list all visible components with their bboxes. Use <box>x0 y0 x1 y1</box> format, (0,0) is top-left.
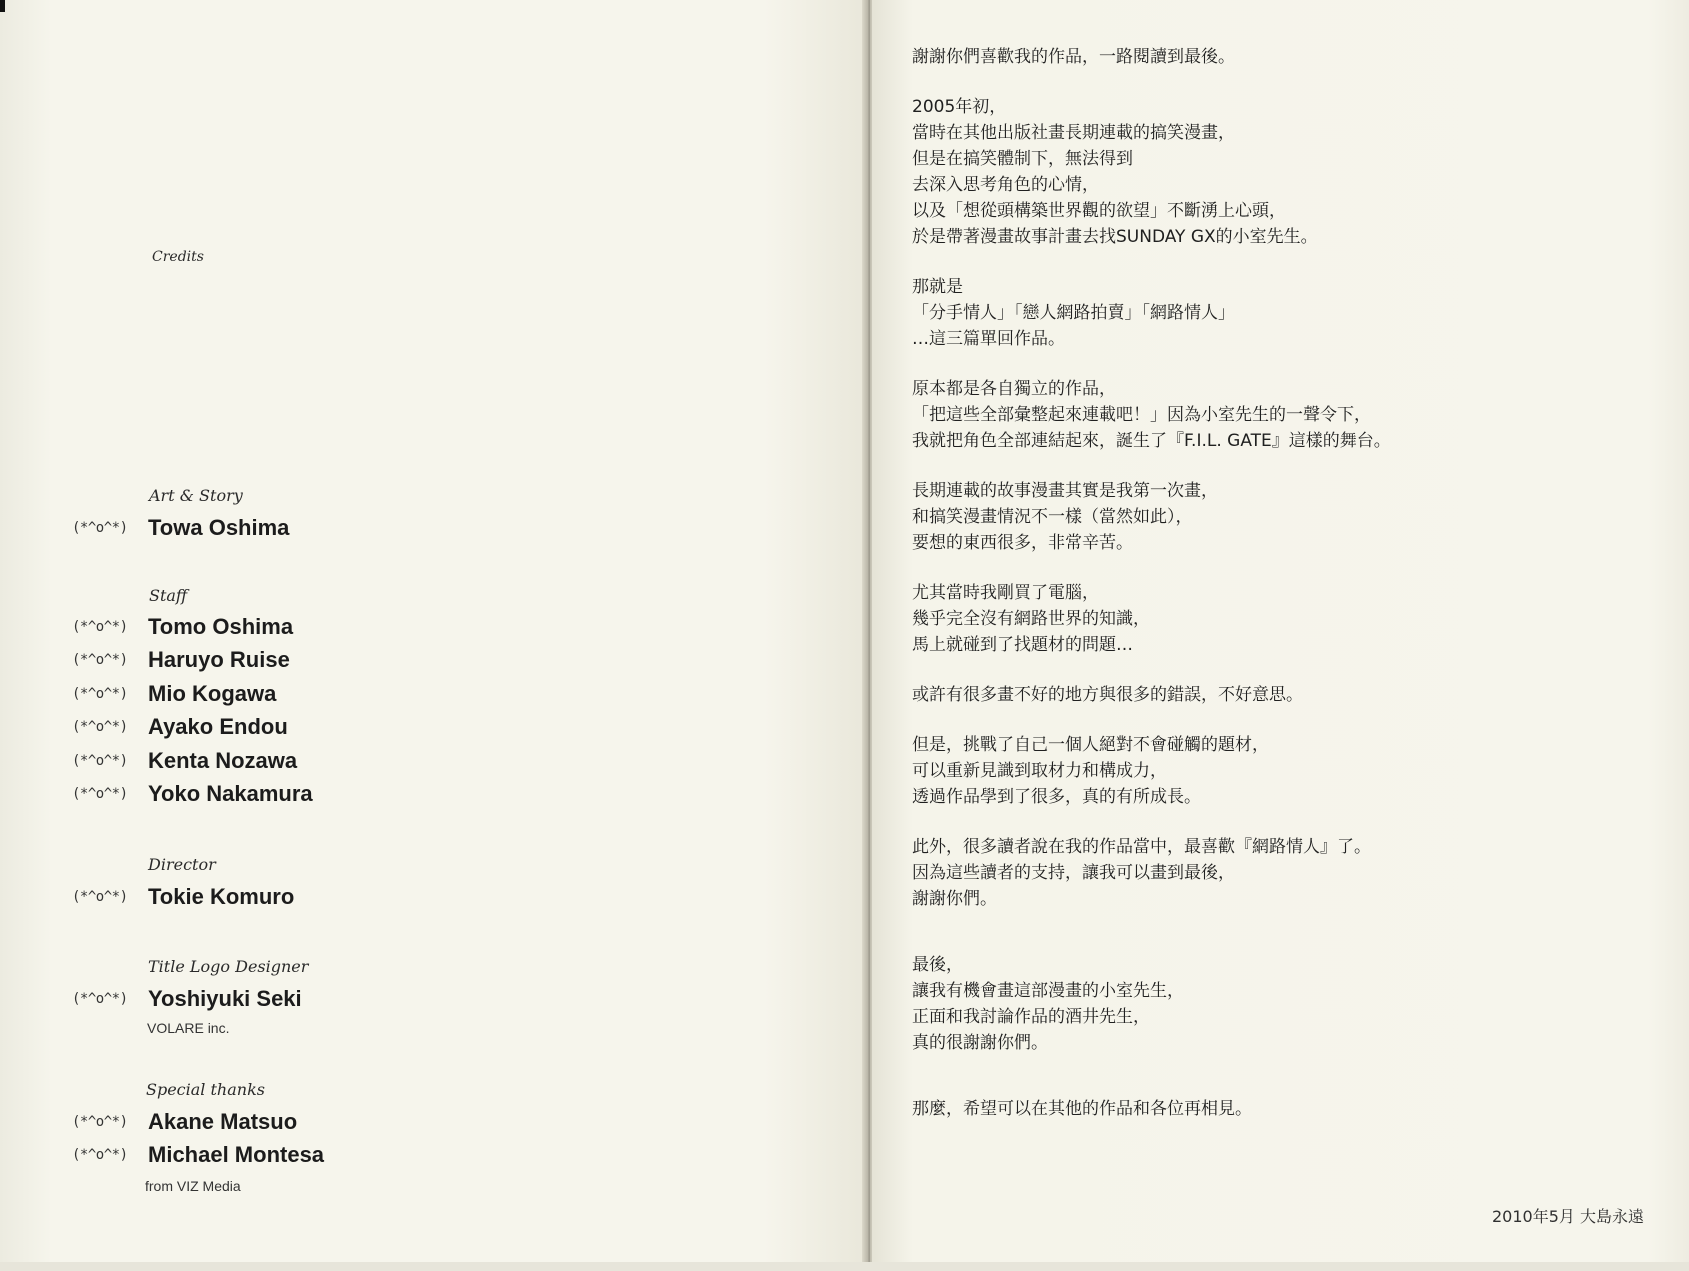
logo-designer-company: VOLARE inc. <box>147 1020 230 1036</box>
credit-name: Towa Oshima <box>148 515 290 540</box>
credit-row <box>72 747 297 775</box>
staff-heading: Staff <box>149 586 188 605</box>
afterword-paragraph: 長期連載的故事漫畫其實是我第一次畫， 和搞笑漫畫情況不一樣（當然如此）， 要想的東西很多，非常辛苦。 <box>912 481 1218 553</box>
credit-name: Yoshiyuki Seki <box>148 986 302 1011</box>
credit-name: Tokie Komuro <box>148 884 295 909</box>
emoticon: (*^o^*) <box>72 520 128 536</box>
credit-name: Akane Matsuo <box>148 1109 298 1134</box>
afterword-paragraph: 或許有很多畫不好的地方與很多的錯誤，不好意思。 <box>912 685 1303 705</box>
credit-name: Kenta Nozawa <box>148 748 298 773</box>
emoticon: (*^o^*) <box>72 686 128 702</box>
emoticon: (*^o^*) <box>72 719 128 735</box>
credit-row <box>72 1108 297 1136</box>
afterword-paragraph: 尤其當時我剛買了電腦， 幾乎完全沒有網路世界的知識， 馬上就碰到了找題材的問題… <box>912 583 1150 655</box>
emoticon: (*^o^*) <box>72 652 128 668</box>
emoticon: (*^o^*) <box>72 786 128 802</box>
afterword-paragraph: 2005年初， 當時在其他出版社畫長期連載的搞笑漫畫， 但是在搞笑體制下，無法得到 去深入思考角色的心情， 以及「想從頭構築世界觀的欲望」不斷湧上心頭， 於是帶著漫畫故事計畫去找SUNDAY GX的小室先生。 <box>912 97 1318 247</box>
page-bottom-edge <box>0 1262 1689 1271</box>
credit-row <box>72 985 302 1013</box>
afterword-paragraph: 但是，挑戰了自己一個人絕對不會碰觸的題材， 可以重新見識到取材力和構成力， 透過作品學到了很多，真的有所成長。 <box>912 735 1269 807</box>
credit-name: Yoko Nakamura <box>148 781 313 806</box>
emoticon: (*^o^*) <box>72 889 128 905</box>
credit-row <box>72 514 289 542</box>
afterword-paragraph: 最後， 讓我有機會畫這部漫畫的小室先生， 正面和我討論作品的酒井先生， 真的很謝謝你們。 <box>912 955 1184 1053</box>
credit-row <box>72 780 313 808</box>
emoticon: (*^o^*) <box>72 753 128 769</box>
special-thanks-heading: Special thanks <box>146 1080 265 1099</box>
credit-row <box>72 646 290 674</box>
special-thanks-affiliation: from VIZ Media <box>145 1178 241 1194</box>
credit-name: Mio Kogawa <box>148 681 277 706</box>
credit-row <box>72 680 276 708</box>
emoticon: (*^o^*) <box>72 1147 128 1163</box>
afterword-signature: 2010年5月 大島永遠 <box>1492 1207 1644 1226</box>
credit-name: Tomo Oshima <box>148 614 294 639</box>
emoticon: (*^o^*) <box>72 1114 128 1130</box>
credit-row <box>72 883 294 911</box>
afterword-paragraph: 原本都是各自獨立的作品， 「把這些全部彙整起來連載吧！」因為小室先生的一聲令下， 我就把角色全部連結起來，誕生了『F.I.L. GATE』這樣的舞台。 <box>912 379 1391 451</box>
afterword-paragraph: 那就是 「分手情人」「戀人網路拍賣」「網路情人」 …這三篇單回作品。 <box>912 277 1235 349</box>
credit-name: Michael Montesa <box>148 1142 325 1167</box>
afterword-paragraph: 謝謝你們喜歡我的作品，一路閱讀到最後。 <box>912 47 1235 67</box>
emoticon: (*^o^*) <box>72 619 128 635</box>
director-heading: Director <box>148 855 216 874</box>
credit-name: Ayako Endou <box>148 714 288 739</box>
credits-title: Credits <box>152 249 204 265</box>
logo-designer-heading: Title Logo Designer <box>148 957 309 976</box>
scan-corner-mark <box>0 0 5 12</box>
afterword-text <box>912 44 1612 1146</box>
credit-row <box>72 1141 324 1169</box>
afterword-paragraph: 那麼，希望可以在其他的作品和各位再相見。 <box>912 1099 1252 1119</box>
credit-row <box>72 713 288 741</box>
afterword-paragraph: 此外，很多讀者說在我的作品當中，最喜歡『網路情人』了。 因為這些讀者的支持，讓我可以畫到最後， 謝謝你們。 <box>912 837 1371 909</box>
credit-name: Haruyo Ruise <box>148 647 290 672</box>
emoticon: (*^o^*) <box>72 991 128 1007</box>
art-story-heading: Art & Story <box>149 486 243 505</box>
credit-row <box>72 613 293 641</box>
